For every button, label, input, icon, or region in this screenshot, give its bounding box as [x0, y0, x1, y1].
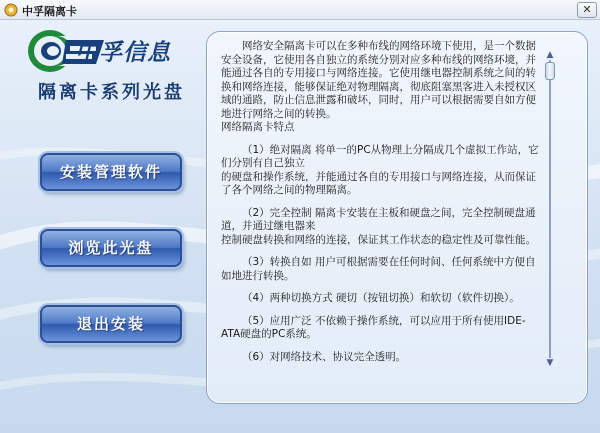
feature-3: （3）转换自如 用户可根据需要在任何时间、任何系统中方便自如地进行转换。 — [221, 256, 536, 282]
vertical-scrollbar[interactable] — [544, 50, 556, 368]
intro-paragraph: 网络安全隔离卡可以在多种布线的网络环境下使用，是一个数据安全设备，它使用各自独立的系统分别对应多种布线的网络环境，并能通过各自的专用接口与网络连接。它使用继电器控制系统之间的转换和网络连接，能够保证绝对物理隔离，彻底阻塞黑客进入未授权区域的通路，防止信息泄露和破坏，同时，用户可以根据需要自如方便地进行网络之间的转换。 — [221, 40, 536, 120]
browse-cd-button[interactable]: 浏览此光盘 — [40, 229, 182, 267]
install-management-software-button[interactable]: 安装管理软件 — [40, 153, 182, 191]
description-text — [221, 40, 539, 400]
feature-4: （4）两种切换方式 硬切（按钮切换）和软切（软件切换）。 — [242, 292, 520, 304]
description-panel — [206, 31, 588, 404]
feature-2-line-b: 控制硬盘转换和网络的连接，保证其工作状态的稳定性及可靠性能。 — [221, 233, 536, 246]
app-icon — [4, 3, 18, 17]
product-subtitle: 隔离卡系列光盘 — [38, 82, 185, 103]
scroll-track[interactable] — [549, 60, 551, 358]
scroll-up-icon[interactable]: ▲ — [546, 50, 554, 60]
feature-1-line-a: （1）绝对隔离 将单一的PC从物理上分隔成几个虚拟工作站，它们分别有自己独立 — [221, 143, 539, 169]
client-area — [0, 20, 600, 433]
feature-1-line-b: 的硬盘和操作系统，并能通过各自的专用接口与网络连接，从而保证了各个网络之间的物理隔离。 — [221, 170, 536, 196]
scroll-down-icon[interactable]: ▼ — [546, 358, 554, 368]
close-button[interactable]: ✕ — [577, 2, 597, 18]
feature-2-line-a: （2）完全控制 隔离卡安装在主板和硬盘之间，完全控制硬盘通道，并通过继电器来 — [221, 206, 536, 232]
title-bar[interactable] — [0, 0, 600, 20]
features-heading: 网络隔离卡特点 — [221, 121, 295, 133]
window-title: 中孚隔离卡 — [22, 5, 77, 18]
exit-install-button[interactable]: 退出安装 — [40, 305, 182, 343]
feature-5: （5）应用广泛 不依赖于操作系统，可以应用于所有使用IDE-ATA硬盘的PC系统。 — [221, 314, 526, 340]
logo-text: 中孚信息 — [75, 39, 171, 66]
scroll-thumb[interactable] — [545, 62, 555, 80]
feature-6: （6）对网络技术、协议完全透明。 — [242, 350, 407, 363]
